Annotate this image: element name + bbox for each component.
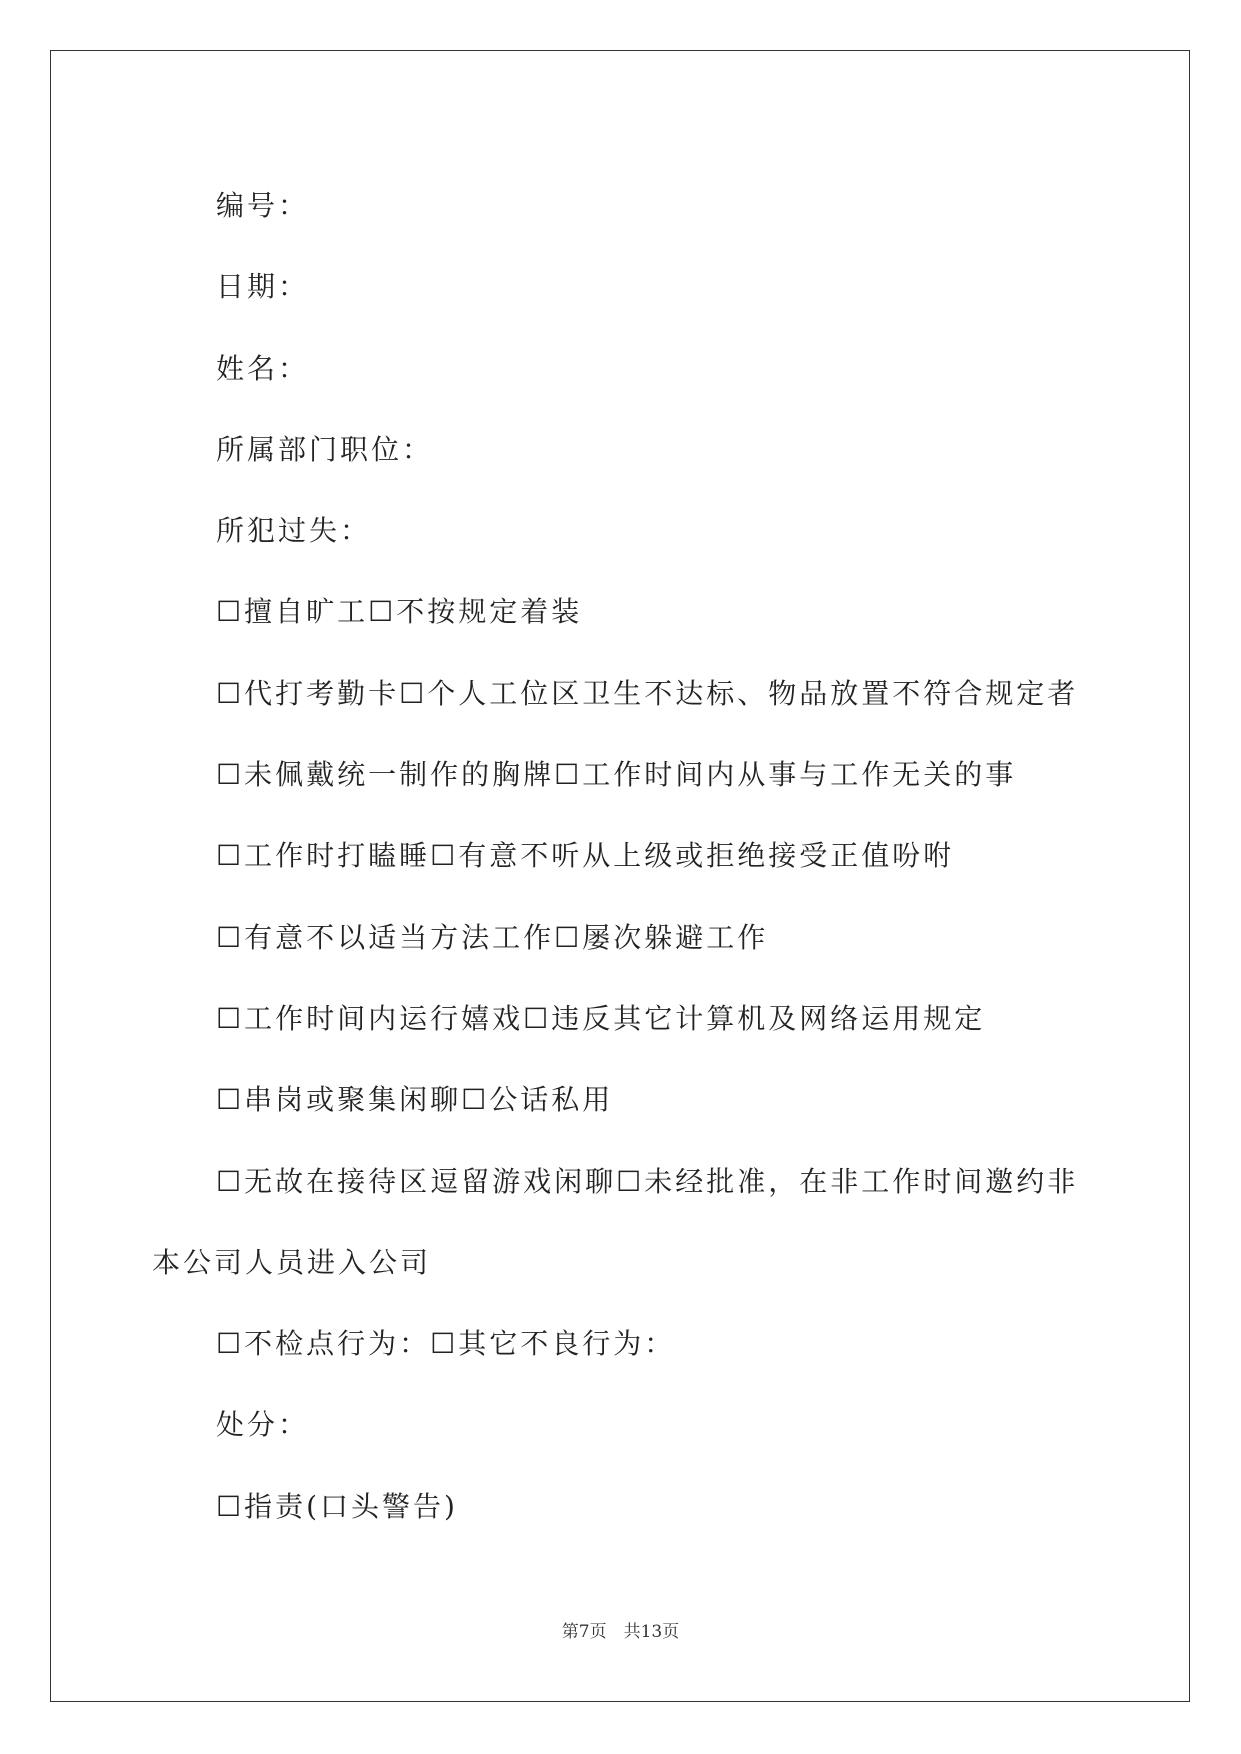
offense-line: ☐工作时打瞌睡☐有意不听从上级或拒绝接受正值吩咐 (216, 839, 955, 873)
offense-line: ☐不检点行为：☐其它不良行为： (216, 1327, 676, 1361)
name-field: 姓名： (216, 351, 310, 385)
offense-line: ☐串岗或聚集闲聊☐公话私用 (216, 1083, 614, 1117)
offense-heading: 所犯过失： (216, 514, 372, 548)
offense-line: ☐擅自旷工☐不按规定着装 (216, 595, 583, 629)
offense-line: ☐工作时间内运行嬉戏☐违反其它计算机及网络运用规定 (216, 1001, 986, 1035)
offense-line: ☐未佩戴统一制作的胸牌☐工作时间内从事与工作无关的事 (216, 758, 1017, 792)
date-field: 日期： (216, 270, 310, 304)
number-field: 编号： (216, 189, 310, 222)
offense-line: ☐代打考勤卡☐个人工位区卫生不达标、物品放置不符合规定者 (216, 676, 1079, 710)
department-field: 所属部门职位： (216, 432, 434, 466)
offense-line: ☐无故在接待区逗留游戏闲聊☐未经批准，在非工作时间邀约非本公司人员进入公司 (152, 1164, 1079, 1279)
penalty-line: ☐指责(口头警告) (216, 1489, 458, 1523)
page-number: 第7页 共13页 (561, 1622, 680, 1642)
penalty-heading: 处分： (216, 1408, 310, 1442)
offense-line: ☐有意不以适当方法工作☐屡次躲避工作 (216, 920, 769, 954)
document-body (152, 165, 1092, 1547)
